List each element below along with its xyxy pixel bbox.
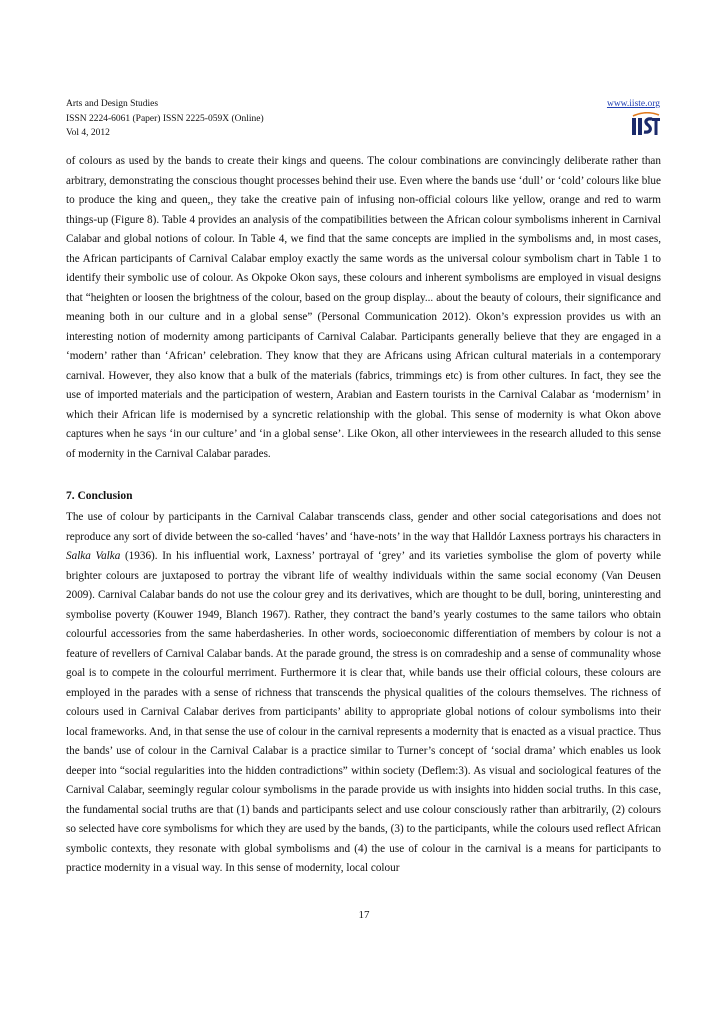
iiste-logo-icon <box>631 112 661 137</box>
journal-name: Arts and Design Studies <box>66 99 159 109</box>
section-heading-conclusion: 7. Conclusion <box>66 490 133 502</box>
journal-header <box>66 97 660 141</box>
paragraph-text-start: The use of colour by participants in the Carnival Calabar transcends class, gender and other social categorisations and does not reproduce any sort of divide between the so-called ‘haves’ and ‘have-nots’ in the way that Halldór Laxness portrays his characters in <box>66 511 661 543</box>
issn-line: ISSN 2224-6061 (Paper) ISSN 2225-059X (Online) <box>66 113 264 124</box>
book-title: Salka Valka <box>66 550 121 562</box>
page-number: 17 <box>358 909 370 921</box>
paragraph-text-rest: (1936). In his influential work, Laxness’ portrayal of ‘grey’ and its varieties symbolise the glom of poverty while brighter colours are juxtaposed to portray the vibrant life of wealthy individuals within the same social economy (Van Deusen 2009). Carnival Calabar bands do not use the colour grey and its derivatives, which are thought to be dull, boring, uninteresting and symbolise poverty (Kouwer 1949, Blanch 1967). Rather, they contract the band’s yearly costumes to the same tailors who obtain colourful accessories from the same haberdasheries. In other words, socioeconomic differentiation of members by colour is not a feature of revellers of Carnival Calabar bands. At the parade ground, the stress is on comradeship and a sense of communality whose goal is to compete in the colourful merriment. Furthermore it is clear that, while bands use their official colours, these colours are employed in the parades with a sense of richness that transcends the physical qualities of the colours themselves. The richness of colours used in Carnival Calabar derives from participants’ ability to appropriate global notions of colour symbolisms into their local frameworks. And, in that sense the use of colour in the carnival represents a modernity that is enacted as a visual practice. Thus the bands’ use of colour in the Carnival Calabar is a practice similar to Turner’s concept of ‘social drama’ which enables us look deeper into “social regularities into the hidden contradictions” within society (Deflem:3). As visual and sociological features of the Carnival Calabar, seemingly regular colour symbolisms in the parade provide us with insights into hidden social truths. In this case, the fundamental social truths are that (1) bands and participants select and use colour consciously rather than arbitrarily, (2) colours so selected have core symbolisms for which they are used by the bands, (3) to the participants, while the colours used reflect African symbolic contexts, they resonate with global symbolisms and (4) the use of colour in the carnival is a means for participants to practice modernity in a visual way. In this sense of modernity, local colour <box>66 550 661 874</box>
paragraph-colour-symbolism <box>66 152 661 464</box>
journal-url-link[interactable]: www.iiste.org <box>606 99 660 109</box>
paragraph-text: of colours as used by the bands to create their kings and queens. The colour combinations are convincingly deliberate rather than arbitrary, demonstrating the conscious thought processes behind their use. Even where the bands use ‘dull’ or ‘cold’ colours like blue to produce the king and queen,, they take the creative pain of infusing non-official colours like yellow, orange and red to warm things-up (Figure 8). Table 4 provides an analysis of the compatibilities between the African colour symbolisms inherent in Carnival Calabar and global notions of colour. In Table 4, we find that the same concepts are implied in the symbolisms and, in most cases, the African participants of Carnival Calabar employ exactly the same words as the universal colour symbolism chart in Table 1 to identify their symbolic use of colour. As Okpoke Okon says, these colours and inherent symbolisms are employed in visual designs that “heighten or loosen the brightness of the colour, based on the group display... about the beauty of colours, their significance and meaning both in our culture and in a global sense” (Personal Communication 2012). Okon’s expression provides us with an interesting notion of modernity among participants of Carnival Calabar. Participants generally believe that they are engaged in a ‘modern’ rather than ‘African’ celebration. They know that they are Africans using African cultural materials in a contemporary carnival. However, they also know that a bulk of the materials (fabrics, trimmings etc) is from other cultures. In fact, they see the use of imported materials and the participation of western, Arabian and Eastern tourists in the Carnival Calabar as ‘modernism’ in which their African life is modernised by a syncretic relationship with the global. This sense of modernity is what Okon above captures when he says ‘in our culture’ and ‘in a global sense’. Like Okon, all other interviewees in the research alluded to this sense of modernity in the Carnival Calabar parades. <box>66 155 661 460</box>
paragraph-text <box>66 508 661 879</box>
paragraph-conclusion <box>66 508 661 879</box>
volume-line: Vol 4, 2012 <box>66 128 110 138</box>
